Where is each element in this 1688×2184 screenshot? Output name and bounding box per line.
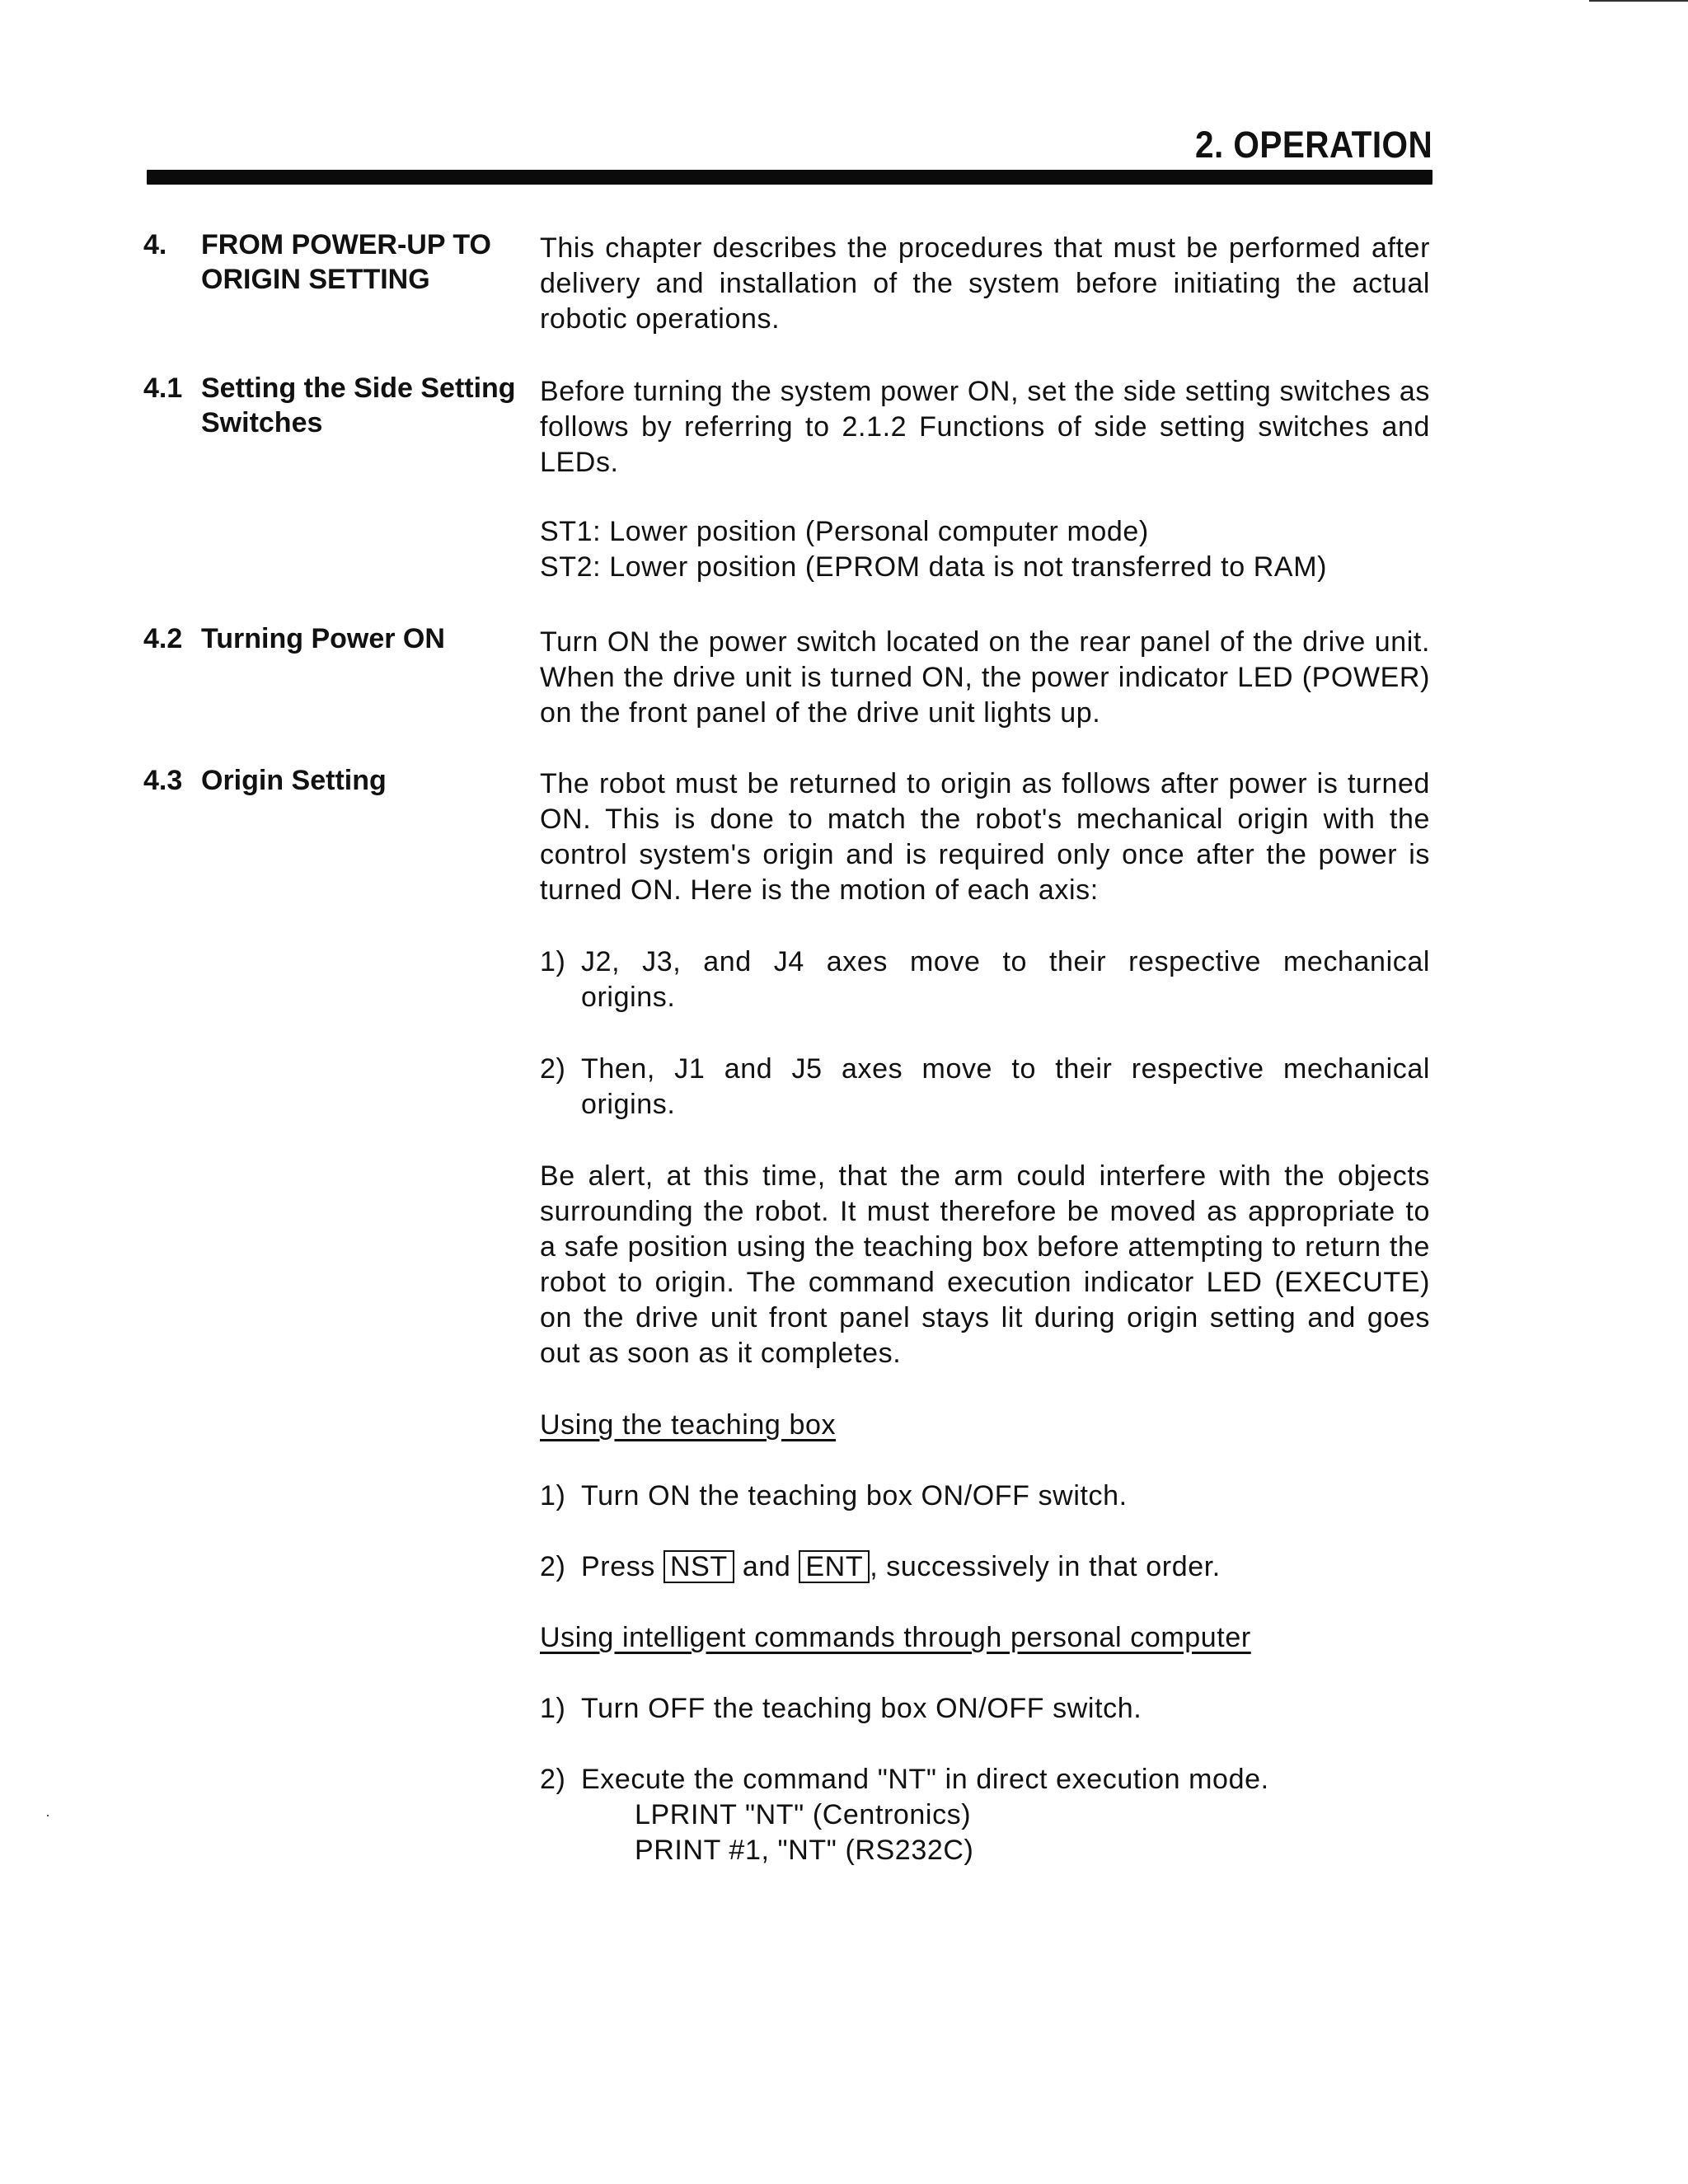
list-marker: 2) bbox=[540, 1053, 566, 1085]
list-marker: 1) bbox=[540, 1693, 566, 1724]
list-text-line2: origins. bbox=[581, 982, 676, 1013]
section-4-1-text bbox=[540, 374, 1430, 480]
intelligent-step-2 bbox=[540, 1762, 1430, 1797]
section-4-2-text bbox=[540, 625, 1430, 731]
list-marker: 1) bbox=[540, 946, 566, 977]
code-print: PRINT #1, "NT" (RS232C) bbox=[635, 1835, 974, 1866]
section-4-heading bbox=[143, 227, 491, 297]
intelligent-step-1 bbox=[540, 1691, 1430, 1727]
section-number: 4.1 bbox=[143, 373, 183, 404]
paragraph: Be alert, at this time, that the arm could interfere with the objects surrounding the robot. It must therefore be moved as appropriate to a safe position using the teaching box before attempting to return the robot to origin. The command execution indicator LED (EXECUTE) on the drive unit front panel stays lit during origin setting and goes out as soon as it completes. bbox=[540, 1160, 1430, 1369]
section-4-2-heading bbox=[143, 621, 445, 656]
scan-speck bbox=[47, 1815, 49, 1816]
step-text-press: Press bbox=[581, 1551, 655, 1582]
paragraph: Turn ON the power switch located on the rear panel of the drive unit. When the drive unit is turned ON, the power indicator LED (POWER) on the front panel of the drive unit lights up. bbox=[540, 626, 1430, 729]
section-4-1-heading bbox=[143, 371, 516, 440]
st2-setting: ST2: Lower position (EPROM data is not transferred to RAM) bbox=[540, 551, 1328, 583]
paragraph: Before turning the system power ON, set the side setting switches as follows by referring to 2.1.2 Functions of side setting switches and LEDs. bbox=[540, 376, 1430, 478]
list-text-line1: J2, J3, and J4 axes move to their respective mechanical bbox=[581, 946, 1430, 977]
section-number: 4. bbox=[143, 229, 167, 260]
code-lprint: LPRINT "NT" (Centronics) bbox=[635, 1799, 972, 1830]
step-text-rest: , successively in that order. bbox=[870, 1551, 1221, 1582]
section-title-line2: ORIGIN SETTING bbox=[201, 264, 430, 295]
section-4-3-text bbox=[540, 766, 1430, 908]
alert-text bbox=[540, 1159, 1430, 1371]
section-title-line1: FROM POWER-UP TO bbox=[201, 229, 491, 260]
switch-settings bbox=[540, 514, 1430, 585]
list-text-line1: Then, J1 and J5 axes move to their respective mechanical bbox=[581, 1053, 1430, 1085]
step-text: Execute the command "NT" in direct execution mode. bbox=[581, 1764, 1269, 1795]
teaching-box-heading: Using the teaching box bbox=[540, 1409, 837, 1441]
ent-key: ENT bbox=[799, 1550, 870, 1583]
st1-setting: ST1: Lower position (Personal computer mode) bbox=[540, 516, 1149, 547]
list-marker: 2) bbox=[540, 1764, 566, 1795]
section-title-line1: Origin Setting bbox=[201, 765, 387, 796]
step-text: Turn ON the teaching box ON/OFF switch. bbox=[581, 1480, 1128, 1511]
list-marker: 1) bbox=[540, 1480, 566, 1511]
intelligent-commands-heading: Using intelligent commands through personal computer bbox=[540, 1622, 1251, 1653]
paragraph: This chapter describes the procedures that must be performed after delivery and installation of the system before initiating the actual robotic operations. bbox=[540, 232, 1430, 335]
section-number: 4.3 bbox=[143, 765, 183, 796]
axis-item-2 bbox=[540, 1052, 1430, 1122]
section-4-3-heading bbox=[143, 763, 387, 798]
teaching-step-1 bbox=[540, 1479, 1430, 1514]
section-title-line1: Setting the Side Setting bbox=[201, 373, 516, 404]
corner-mark bbox=[1589, 0, 1688, 2]
axis-item-1 bbox=[540, 944, 1430, 1015]
section-title-line1: Turning Power ON bbox=[201, 623, 445, 654]
nst-key: NST bbox=[663, 1550, 734, 1583]
section-number: 4.2 bbox=[143, 623, 183, 654]
paragraph: The robot must be returned to origin as follows after power is turned ON. This is done to match the robot's mechanical origin with the control system's origin and is required only once after the power is turned ON. Here is the motion of each axis: bbox=[540, 768, 1430, 906]
list-text-line2: origins. bbox=[581, 1089, 676, 1120]
section-4-text bbox=[540, 231, 1430, 337]
chapter-title: 2. OPERATION bbox=[1194, 124, 1432, 166]
step-text-and: and bbox=[742, 1551, 791, 1582]
step-text: Turn OFF the teaching box ON/OFF switch. bbox=[581, 1693, 1142, 1724]
list-marker: 2) bbox=[540, 1551, 566, 1582]
title-rule bbox=[147, 170, 1432, 185]
section-title-line2: Switches bbox=[201, 407, 323, 438]
teaching-step-2 bbox=[540, 1549, 1430, 1585]
